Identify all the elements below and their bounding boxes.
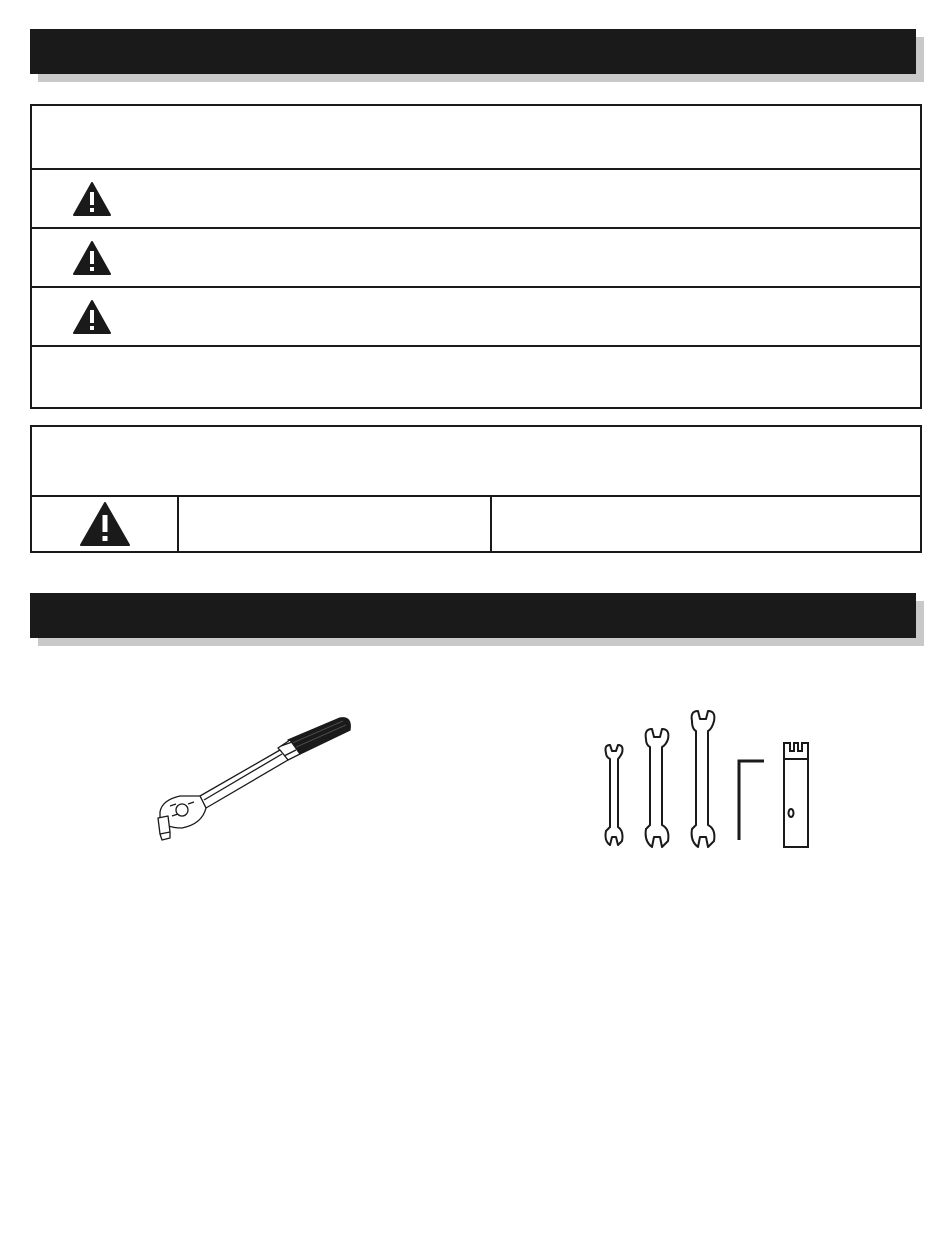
symbol-cell xyxy=(32,229,152,286)
safety-symbols-table xyxy=(30,104,922,409)
section-title xyxy=(30,593,916,638)
hazard-cell xyxy=(179,497,492,551)
section-title xyxy=(30,29,916,74)
table-header-row xyxy=(32,427,920,497)
table-row xyxy=(32,497,920,551)
table-row xyxy=(32,170,920,229)
symbol-cell xyxy=(32,170,152,227)
header-hazard xyxy=(179,427,492,495)
ratchet-wrench-icon xyxy=(140,712,360,847)
header-avoidance xyxy=(492,427,920,495)
table-header-row xyxy=(32,106,920,170)
table-row xyxy=(32,288,920,347)
wrench-set-icon xyxy=(596,707,816,852)
header-symbol xyxy=(32,106,152,168)
warning-triangle-icon xyxy=(79,501,131,547)
symbol-cell xyxy=(32,347,152,407)
symbol-cell xyxy=(32,497,179,551)
tools-needed-banner xyxy=(30,593,916,638)
header-symbol xyxy=(32,427,179,495)
hazard-table xyxy=(30,425,922,553)
warning-triangle-icon xyxy=(72,240,112,276)
table-row xyxy=(32,229,920,288)
warning-triangle-icon xyxy=(72,299,112,335)
safety-symbols-banner xyxy=(30,29,916,74)
table-row xyxy=(32,347,920,407)
warning-triangle-icon xyxy=(72,181,112,217)
symbol-cell xyxy=(32,288,152,345)
avoidance-cell xyxy=(492,497,920,551)
